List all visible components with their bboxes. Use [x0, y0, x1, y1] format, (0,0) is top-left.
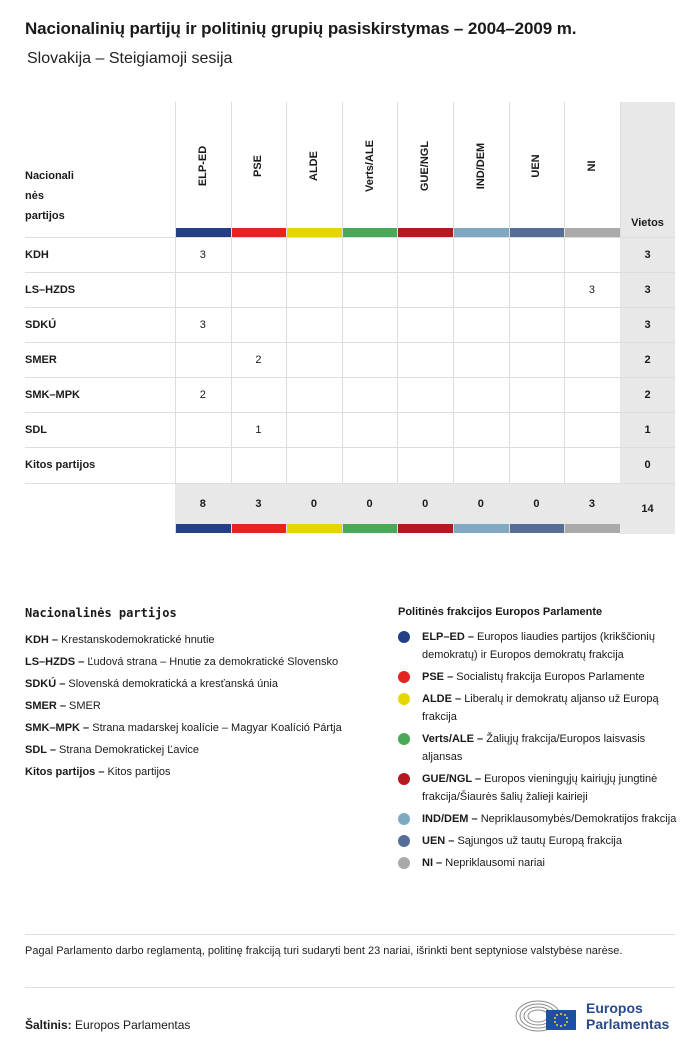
group-color-bar	[343, 524, 398, 533]
color-dot-icon	[398, 733, 410, 745]
table-row	[25, 377, 675, 412]
group-total: 0	[422, 498, 429, 510]
parliament-emblem-icon	[514, 996, 584, 1036]
national-legend-heading: Nacionalinės partijos	[25, 606, 177, 620]
european-parliament-logo	[514, 996, 679, 1036]
group-legend-item	[398, 628, 678, 664]
national-legend-item	[25, 629, 385, 651]
color-dot-icon	[398, 773, 410, 785]
group-color-bar	[565, 524, 620, 533]
groups-legend-heading: Politinės frakcijos Europos Parlamente	[398, 606, 603, 618]
legend-text: Europos liaudies partijos (krikščionių demokratų) ir Europos demokratų frakcija	[422, 631, 655, 661]
national-legend-item	[25, 673, 385, 695]
color-dot-icon	[398, 813, 410, 825]
color-dot-icon	[398, 835, 410, 847]
color-dot-icon	[398, 671, 410, 683]
table-row	[25, 237, 675, 272]
legend-text: Krestanskodemokratické hnutie	[61, 634, 215, 646]
group-column-header	[231, 102, 287, 230]
group-label: NI	[585, 160, 598, 172]
group-column-header	[453, 102, 509, 230]
legend-text: Liberalų ir demokratų aljanso už Europą frakcija	[422, 693, 659, 723]
legend-abbr: SDKÚ –	[25, 678, 66, 690]
color-dot-icon	[398, 693, 410, 705]
group-totals-row	[175, 483, 620, 524]
source-text: Europos Parlamentas	[75, 1018, 191, 1032]
row-total: 2	[620, 378, 675, 413]
group-label: UEN	[530, 154, 543, 178]
party-name: SMK–MPK	[25, 389, 81, 401]
seat-cell: 2	[255, 354, 262, 366]
row-header	[25, 166, 85, 226]
grand-total: 14	[620, 483, 675, 534]
legend-abbr: ELP–ED –	[422, 631, 474, 643]
group-label: PSE	[252, 154, 265, 178]
party-name: SMER	[25, 354, 57, 366]
group-label: ALDE	[307, 151, 320, 181]
row-total: 2	[620, 343, 675, 378]
source	[25, 1018, 190, 1032]
legend-abbr: PSE –	[422, 671, 454, 683]
legend-text: SMER	[69, 700, 101, 712]
divider	[25, 987, 675, 988]
seat-cell: 1	[255, 424, 262, 436]
national-legend-item	[25, 739, 385, 761]
distribution-table	[25, 102, 675, 534]
group-label: GUE/NGL	[419, 140, 432, 192]
footnote: Pagal Parlamento darbo reglamentą, politinę frakciją turi sudaryti bent 23 nariai, išrinkti bent septyniose valstybėse narėse.	[25, 945, 623, 957]
group-column-header	[175, 102, 231, 230]
group-color-bar	[232, 524, 287, 533]
group-legend-item	[398, 668, 678, 686]
group-legend-item	[398, 832, 678, 850]
logo-line: Parlamentas	[586, 1016, 670, 1032]
legend-abbr: KDH –	[25, 634, 59, 646]
page-subtitle: Slovakija – Steigiamoji sesija	[27, 50, 233, 67]
group-color-bar	[398, 228, 453, 237]
row-total: 3	[620, 238, 675, 273]
political-groups-legend	[398, 606, 678, 876]
total-header-label: Vietos	[631, 217, 664, 229]
group-color-bar	[176, 524, 231, 533]
party-name: SDKÚ	[25, 319, 57, 331]
group-total: 3	[588, 498, 596, 510]
group-color-bar	[454, 228, 509, 237]
legend-abbr: ALDE –	[422, 693, 462, 705]
party-name: SDL	[25, 424, 47, 436]
group-column-header	[564, 102, 620, 230]
row-header-line: Nacionali	[25, 170, 74, 182]
group-label: Verts/ALE	[363, 140, 376, 192]
color-dot-icon	[398, 631, 410, 643]
group-color-bar	[287, 524, 342, 533]
group-legend-item	[398, 730, 678, 766]
divider	[25, 934, 675, 935]
group-legend-item	[398, 770, 678, 806]
legend-text: Sąjungos už tautų Europą frakcija	[457, 835, 622, 847]
group-color-bar	[176, 228, 231, 237]
legend-text: Europos vieningųjų kairiųjų jungtinė frakcija/Šiaurės šalių žalieji kairieji	[422, 773, 658, 803]
party-name: Kitos partijos	[25, 459, 96, 471]
color-dot-icon	[398, 857, 410, 869]
legend-text: Strana madarskej koalície – Magyar Koalíció Pártja	[92, 722, 342, 734]
national-parties-legend	[25, 606, 385, 783]
row-total: 3	[620, 273, 675, 308]
group-legend-item	[398, 854, 678, 872]
group-color-bar	[510, 228, 565, 237]
group-color-bar	[343, 228, 398, 237]
national-legend-item	[25, 651, 385, 673]
row-total: 0	[620, 448, 675, 483]
source-label: Šaltinis:	[25, 1018, 72, 1032]
group-color-bar	[454, 524, 509, 533]
group-column-header	[509, 102, 565, 230]
seat-cell: 3	[199, 249, 206, 261]
legend-abbr: UEN –	[422, 835, 455, 847]
group-color-bar	[398, 524, 453, 533]
row-total: 3	[620, 308, 675, 343]
legend-abbr: LS–HZDS –	[25, 656, 85, 668]
seat-cell: 2	[199, 389, 206, 401]
table-row	[25, 412, 675, 447]
seat-cell: 3	[588, 284, 596, 296]
legend-text: Nepriklausomi nariai	[445, 857, 545, 869]
legend-abbr: IND/DEM –	[422, 813, 478, 825]
logo-line: Europos	[586, 1000, 643, 1016]
party-name: LS–HZDS	[25, 284, 76, 296]
group-total: 8	[199, 498, 206, 510]
legend-text: Strana Demokratickej Ľavice	[59, 744, 200, 756]
group-total: 0	[477, 498, 484, 510]
group-total: 0	[533, 498, 540, 510]
page-title: Nacionalinių partijų ir politinių grupių pasiskirstymas – 2004–2009 m.	[25, 19, 577, 38]
group-legend-item	[398, 810, 678, 828]
group-total: 3	[255, 498, 262, 510]
party-name: KDH	[25, 249, 49, 261]
group-color-bar	[565, 228, 620, 237]
legend-text: Slovenská demokratická a kresťanská únia	[68, 678, 278, 690]
group-column-header	[397, 102, 453, 230]
legend-text: Kitos partijos	[107, 766, 171, 778]
group-legend-item	[398, 690, 678, 726]
group-label: ELP-ED	[196, 145, 209, 187]
national-legend-item	[25, 695, 385, 717]
divider	[25, 483, 175, 484]
legend-text: Ľudová strana – Hnutie za demokratické Slovensko	[87, 656, 339, 668]
seat-cell: 3	[199, 319, 206, 331]
row-header-line: partijos	[25, 210, 65, 222]
legend-abbr: SDL –	[25, 744, 56, 756]
national-legend-item	[25, 761, 385, 783]
legend-text: Socialistų frakcija Europos Parlamente	[456, 671, 645, 683]
legend-text: Žaliųjų frakcija/Europos laisvasis aljansas	[422, 733, 646, 763]
row-header-line: nės	[25, 190, 44, 202]
table-row	[25, 307, 675, 342]
total-column-header	[620, 102, 675, 237]
group-color-bar	[510, 524, 565, 533]
logo-text	[586, 1000, 669, 1032]
group-color-bar	[287, 228, 342, 237]
table-row	[25, 447, 675, 482]
group-total: 0	[310, 498, 318, 510]
row-total: 1	[620, 413, 675, 448]
group-label: IND/DEM	[474, 142, 487, 190]
legend-abbr: Verts/ALE –	[422, 733, 484, 745]
legend-abbr: GUE/NGL –	[422, 773, 482, 785]
legend-abbr: SMK–MPK –	[25, 722, 90, 734]
group-column-header	[342, 102, 398, 230]
legend-abbr: SMER –	[25, 700, 66, 712]
legend-abbr: Kitos partijos –	[25, 766, 105, 778]
group-color-bar	[232, 228, 287, 237]
legend-abbr: NI –	[422, 857, 443, 869]
group-column-header	[286, 102, 342, 230]
table-row	[25, 342, 675, 377]
national-legend-item	[25, 717, 385, 739]
table-row	[25, 272, 675, 307]
group-total: 0	[366, 498, 373, 510]
legend-text: Nepriklausomybės/Demokratijos frakcija	[480, 813, 677, 825]
